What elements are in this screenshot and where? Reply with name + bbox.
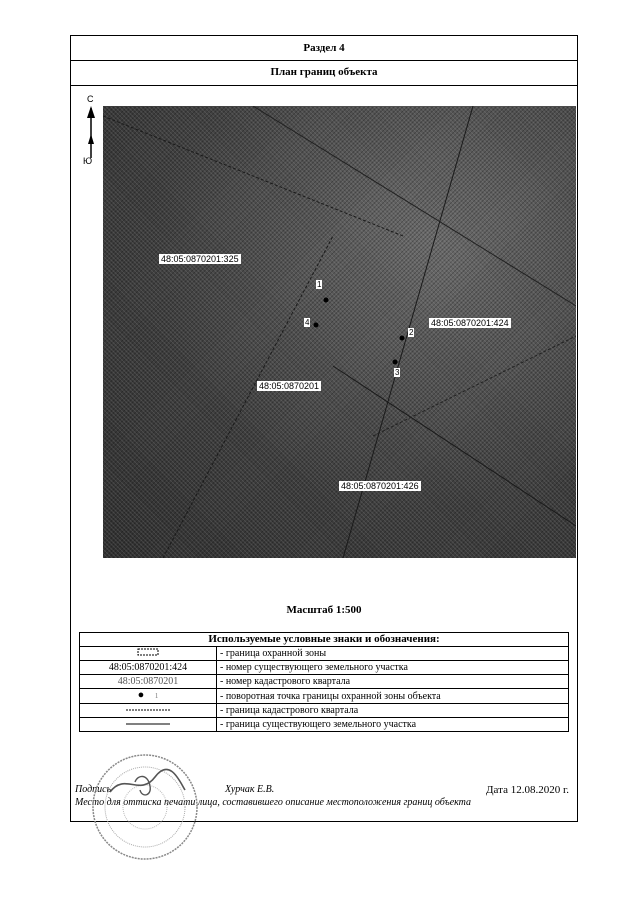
signer-name: Хурчак Е.В. bbox=[225, 784, 275, 795]
stamp-place-label: Место для оттиска печати лица, составившего описание местоположения границ объекта bbox=[75, 797, 472, 808]
parcel-label-325: 48:05:0870201:325 bbox=[161, 254, 239, 264]
document-frame bbox=[70, 35, 578, 822]
parcel-number-symbol: 48:05:0870201:424 bbox=[80, 661, 217, 675]
north-arrow bbox=[81, 94, 101, 204]
legend-row bbox=[80, 675, 569, 689]
turn-point-symbol: ● 1 bbox=[80, 689, 217, 704]
point-label-3: 3 bbox=[395, 368, 400, 377]
legend-text: - граница существующего земельного участка bbox=[217, 718, 569, 732]
legend-row bbox=[80, 704, 569, 718]
legend-title: Используемые условные знаки и обозначения: bbox=[80, 633, 569, 647]
parcel-boundary-symbol bbox=[80, 718, 217, 732]
stamp-seal bbox=[90, 752, 200, 862]
north-label: С bbox=[87, 94, 94, 104]
legend-text: - поворотная точка границы охранной зоны объекта bbox=[217, 689, 569, 704]
legend-text: - номер кадастрового квартала bbox=[217, 675, 569, 689]
legend-text: - граница охранной зоны bbox=[217, 647, 569, 661]
parcel-label-424: 48:05:0870201:424 bbox=[431, 318, 509, 328]
parcel-label-426: 48:05:0870201:426 bbox=[341, 481, 419, 491]
point-label-1: 1 bbox=[317, 280, 322, 289]
document-date: Дата 12.08.2020 г. bbox=[486, 784, 569, 796]
quarter-label: 48:05:0870201 bbox=[259, 381, 320, 391]
legend-text: - номер существующего земельного участка bbox=[217, 661, 569, 675]
legend-row bbox=[80, 718, 569, 732]
sign-label: Подпись bbox=[75, 784, 112, 795]
point-label-4: 4 bbox=[305, 318, 310, 327]
turn-point-2 bbox=[400, 336, 405, 341]
legend-row bbox=[80, 661, 569, 675]
legend-table bbox=[79, 632, 569, 732]
turn-point-symbol-number: 1 bbox=[154, 692, 159, 700]
legend-row bbox=[80, 689, 569, 704]
signature-scribble bbox=[110, 769, 185, 792]
point-label-2: 2 bbox=[409, 328, 414, 337]
turn-point-3 bbox=[393, 360, 398, 365]
protection-zone-symbol bbox=[80, 647, 217, 661]
turn-point-1 bbox=[324, 298, 329, 303]
plan-title: План границ объекта bbox=[71, 60, 577, 86]
south-label: Ю bbox=[83, 156, 93, 166]
quarter-boundary-symbol bbox=[80, 704, 217, 718]
section-title: Раздел 4 bbox=[71, 36, 577, 61]
turn-point-4 bbox=[314, 323, 319, 328]
legend-row bbox=[80, 647, 569, 661]
legend-text: - граница кадастрового квартала bbox=[217, 704, 569, 718]
map-area bbox=[103, 106, 576, 558]
quarter-number-symbol: 48:05:0870201 bbox=[80, 675, 217, 689]
scale-label: Масштаб 1:500 bbox=[286, 604, 362, 616]
